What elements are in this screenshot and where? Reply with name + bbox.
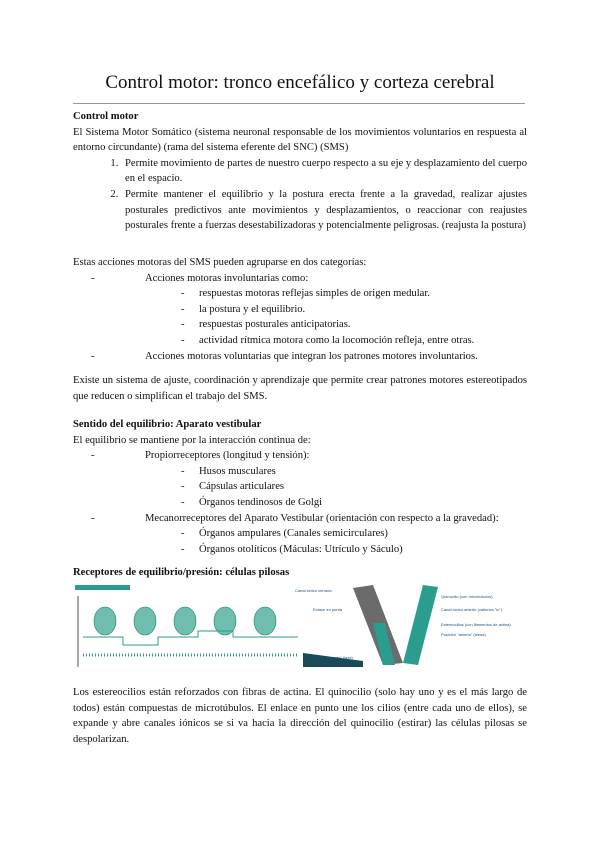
list-item: - Husos musculares: [199, 464, 527, 480]
list-item: - Acciones motoras voluntarias que integran los patrones motores involuntarios.: [145, 349, 527, 365]
section-receptores-heading: [73, 565, 527, 581]
paragraph: Existe un sistema de ajuste, coordinación y aprendizaje que permite crear patrones motores estereotipados que reducen o simplifican el trabajo del SMS.: [73, 375, 527, 402]
paragraph: Los estereocilios están reforzados con fibras de actina. El quinocilio (solo hay uno y es el más largo de todos) están compuestas de microtúbulos. El enlace en punto une los cilios (entre cada uno de ellos), se expande y abre canales iónicos se si va hacia la dirección del quinocilio (estirar) las células pilosas se despolarizan.: [73, 687, 527, 745]
figure-label: Quinocilio (con microtúbulos): [441, 594, 493, 599]
dash-list: [73, 271, 527, 365]
section-heading: Receptores de equilibrio/presión: células pilosas: [73, 567, 290, 578]
page-title: Control motor: tronco encefálico y corteza cerebral: [105, 72, 495, 93]
figure-label: Canal iónico cerrado: [295, 588, 332, 593]
figure-label: Enlace en punta: [313, 607, 342, 612]
list-item: - Órganos tendinosos de Golgi: [199, 495, 527, 511]
hair-cell-figure: [73, 583, 528, 667]
list-item-text: Propiorreceptores (longitud y tensión):: [145, 450, 310, 462]
list-item: - la postura y el equilibrio.: [199, 302, 527, 318]
dash-list: [73, 448, 527, 557]
list-item: [145, 271, 527, 349]
list-item: 1. Permite movimiento de partes de nuestro cuerpo respecto a su eje y desplazamiento del cuerpo en el espacio.: [121, 156, 527, 187]
section-equilibrio: [73, 417, 527, 557]
kinocilium-teal: [403, 585, 438, 665]
section-control-motor: [73, 109, 527, 234]
list-item: [145, 448, 527, 510]
paragraph: El equilibrio se mantiene por la interacción continua de:: [73, 434, 311, 446]
figure-label: Posición "abierta" (tensa): [441, 632, 486, 637]
list-item: 2. Permite mantener el equilibrio y la postura erecta frente a la gravedad, realizar ajustes posturales predictivos ante movimientos y desplazamientos, o reaccionar con reajustes posturales frente a fuerzas desestabilizadoras y potencialmente peligrosas. (reajusta la postura): [121, 187, 527, 234]
list-item: [145, 511, 527, 558]
paragraph: Estas acciones motoras del SMS pueden agruparse en dos categorías:: [73, 257, 367, 268]
section-categories: [73, 255, 527, 404]
title-divider: [73, 103, 525, 104]
list-item: - Cápsulas articulares: [199, 479, 527, 495]
section-heading: Control motor: [73, 111, 139, 122]
figure-label: Estereocilios (con filamentos de actina): [441, 622, 511, 627]
list-item: - Órganos otolíticos (Máculas: Utrículo y Sáculo): [199, 542, 527, 558]
figure-caption-bar: [75, 585, 130, 590]
figure-label: Canal iónico abierto (cationes "in"): [441, 607, 503, 612]
list-item-text: Mecanorreceptores del Aparato Vestibular (orientación con respecto a la gravedad):: [145, 512, 499, 524]
list-item: - actividad rítmica motora como la locomoción refleja, entre otras.: [199, 333, 527, 349]
hair-cell-icons: [94, 607, 276, 635]
paragraph: El Sistema Motor Somático (sistema neuronal responsable de los movimientos voluntarios en respuesta al entorno circundante) (rama del sistema eferente del SNC) (SMS): [73, 126, 527, 154]
list-item-text: Acciones motoras involuntarias como:: [145, 272, 309, 284]
list-item: - Órganos ampulares (Canales semicirculares): [199, 526, 527, 542]
figure-label: Posición "cerrada" (laxa): [309, 655, 353, 660]
section-heading: Sentido del equilibrio: Aparato vestibular: [73, 419, 262, 430]
list-item: - respuestas posturales anticipatorias.: [199, 317, 527, 333]
list-item: - respuestas motoras reflejas simples de origen medular.: [199, 286, 527, 302]
section-receptores-text: [73, 685, 527, 747]
numbered-list: [73, 156, 527, 234]
